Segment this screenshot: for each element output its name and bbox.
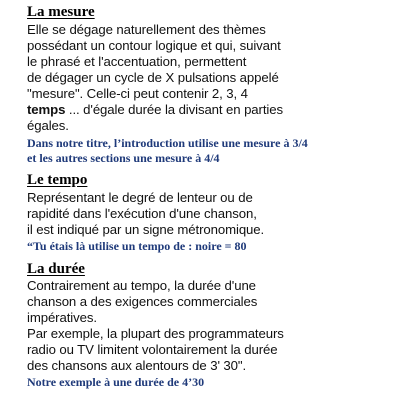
mesure-line-4: de dégager un cycle de X pulsations appelé (27, 70, 279, 85)
tempo-line-3: il est indiqué par un signe métronomique. (27, 222, 265, 237)
mesure-line-6-rest: ... d'égale durée la divisant en parties (65, 102, 283, 117)
tempo-note-1: “Tu étais là utilise un tempo de : noire = 80 (27, 239, 247, 253)
heading-le-tempo: Le tempo (27, 172, 88, 188)
mesure-line-7: égales. (27, 118, 69, 133)
mesure-line-5: "mesure". Celle-ci peut contenir 2, 3, 4 (27, 86, 248, 101)
mesure-line-3: le phrasé et l'accentuation, permettent (27, 54, 247, 69)
duree-line-5: radio ou TV limitent volontairement la durée (27, 342, 278, 357)
duree-line-2: chanson a des exigences commerciales (27, 294, 258, 309)
mesure-line-6 (27, 102, 283, 118)
mesure-line-1: Elle se dégage naturellement des thèmes (27, 22, 266, 37)
duree-note-1: Notre exemple à une durée de 4’30 (27, 375, 205, 389)
duree-line-1: Contrairement au tempo, la durée d'une (27, 278, 256, 293)
duree-line-3: impératives. (27, 310, 97, 325)
tempo-line-2: rapidité dans l'exécution d'une chanson, (27, 206, 257, 221)
bold-word-temps: temps (27, 102, 66, 117)
heading-la-mesure: La mesure (27, 4, 95, 20)
heading-la-duree: La durée (27, 261, 85, 277)
mesure-note-1: Dans notre titre, l’introduction utilise une mesure à 3/4 (27, 136, 308, 150)
tempo-line-1: Représentant le degré de lenteur ou de (27, 190, 253, 205)
mesure-note-2: et les autres sections une mesure à 4/4 (27, 151, 220, 165)
duree-line-4: Par exemple, la plupart des programmateurs (27, 326, 284, 341)
duree-line-6: des chansons aux alentours de 3' 30". (27, 358, 247, 373)
mesure-line-2: possédant un contour logique et qui, suivant (27, 38, 281, 53)
